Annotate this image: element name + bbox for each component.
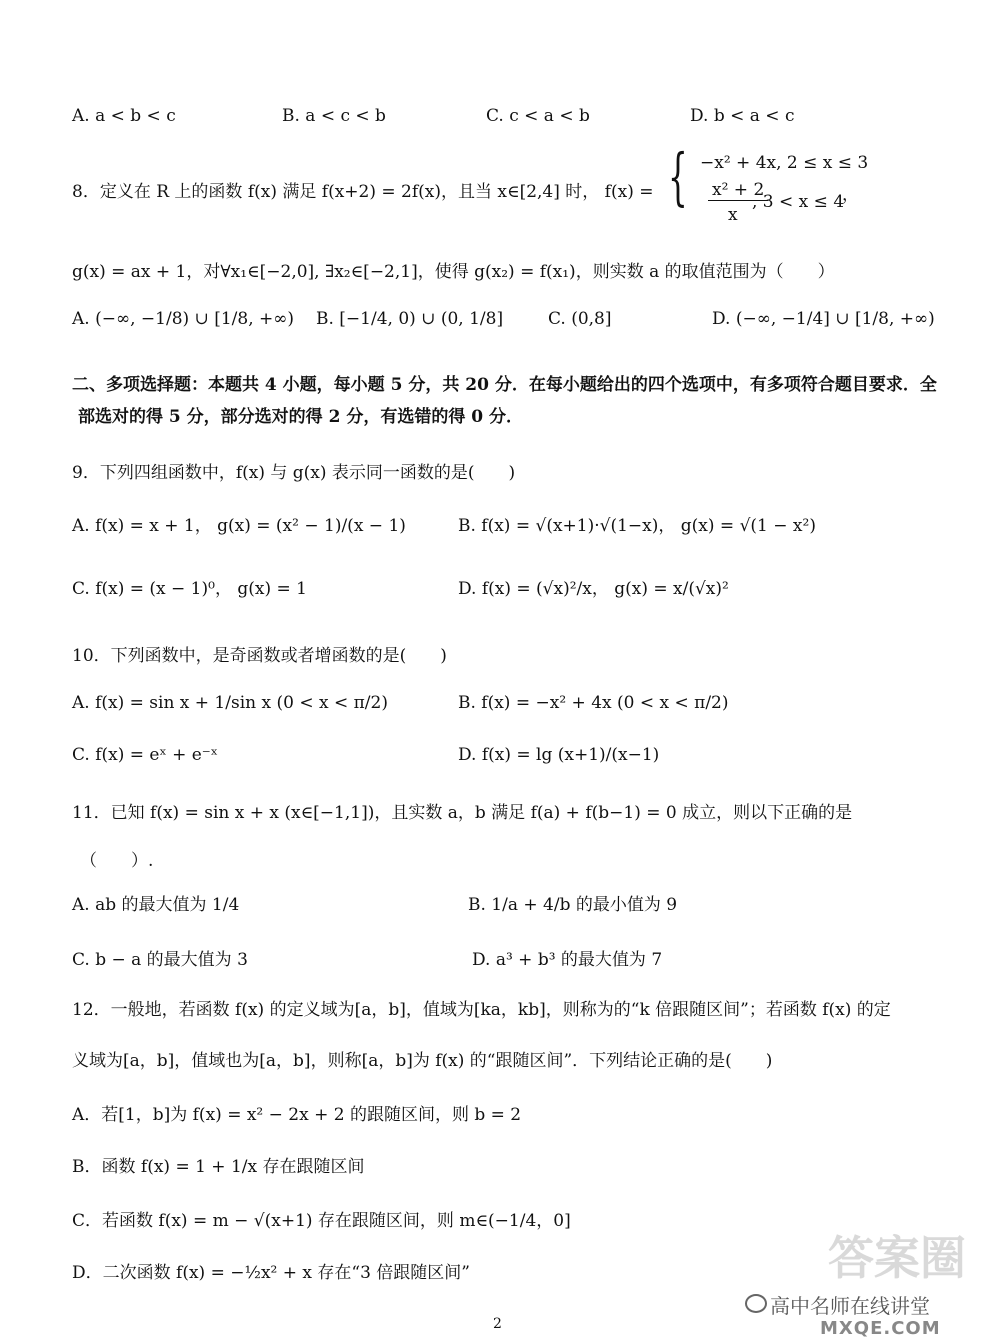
q12-option-d: D．二次函数 f(x) = −½x² + x 存在“3 倍跟随区间” [72, 1263, 470, 1283]
q8-comma: ， [842, 185, 859, 205]
q8-option-c: C. (0,8] [548, 309, 612, 329]
q12-line-1: 12．一般地，若函数 f(x) 的定义域为[a，b]，值域为[ka，kb]，则称为的“k 倍跟随区间”；若函数 f(x) 的定 [72, 1000, 891, 1020]
page-number: 2 [493, 1316, 502, 1332]
q8-piece-2-denominator: x [728, 205, 738, 225]
q8-option-d: D. (−∞, −1/4] ∪ [1/8, +∞) [712, 309, 935, 329]
q9-option-d: D. f(x) = (√x)²/x， g(x) = x/(√x)² [458, 579, 729, 599]
q10-option-c: C. f(x) = eˣ + e⁻ˣ [72, 745, 218, 765]
q8-piece-2-condition: , 3 < x ≤ 4 [752, 192, 845, 212]
q11-answer-paren: （ ）. [80, 851, 154, 871]
q7-option-c: C. c < a < b [486, 106, 590, 126]
q11-stem: 11．已知 f(x) = sin x + x (x∈[−1,1])，且实数 a，b 满足 f(a) + f(b−1) = 0 成立，则以下正确的是 [72, 803, 853, 823]
watermark-logo: 答案圈 [828, 1231, 966, 1285]
q11-option-c: C. b − a 的最大值为 3 [72, 950, 248, 970]
q12-option-a: A．若[1，b]为 f(x) = x² − 2x + 2 的跟随区间，则 b = 2 [72, 1105, 522, 1125]
watermark-account: 高中名师在线讲堂 [770, 1294, 930, 1318]
q7-option-a: A. a < b < c [72, 106, 176, 126]
q11-option-d: D. a³ + b³ 的最大值为 7 [472, 950, 663, 970]
section-2-header-line-2: 部选对的得 5 分，部分选对的得 2 分，有选错的得 0 分． [78, 407, 523, 427]
q9-stem: 9．下列四组函数中，f(x) 与 g(x) 表示同一函数的是( ) [72, 463, 516, 483]
q10-option-a: A. f(x) = sin x + 1/sin x (0 < x < π/2) [72, 693, 388, 713]
wechat-icon [745, 1294, 767, 1313]
q8-option-a: A. (−∞, −1/8) ∪ [1/8, +∞) [72, 309, 295, 329]
q9-option-a: A. f(x) = x + 1， g(x) = (x² − 1)/(x − 1) [72, 516, 406, 536]
q8-piece-2-numerator: x² + 2 [708, 180, 768, 201]
q8-option-b: B. [−1/4, 0) ∪ (0, 1/8] [316, 309, 504, 329]
q10-option-d: D. f(x) = lg (x+1)/(x−1) [458, 745, 660, 765]
q12-option-b: B．函数 f(x) = 1 + 1/x 存在跟随区间 [72, 1157, 365, 1177]
q7-option-d: D. b < a < c [690, 106, 795, 126]
section-2-header-line-1: 二、多项选择题：本题共 4 小题，每小题 5 分，共 20 分．在每小题给出的四个选项中，有多项符合题目要求．全 [72, 375, 937, 395]
q8-line-2: g(x) = ax + 1，对∀x₁∈[−2,0], ∃x₂∈[−2,1]，使得 g(x₂) = f(x₁)，则实数 a 的取值范围为（ ） [72, 262, 835, 282]
q12-line-2: 义域为[a，b]，值域也为[a，b]，则称[a，b]为 f(x) 的“跟随区间”．下列结论正确的是( ) [72, 1051, 773, 1071]
q12-option-c: C．若函数 f(x) = m − √(x+1) 存在跟随区间，则 m∈(−1/4，0] [72, 1211, 571, 1231]
q8-piece-1: −x² + 4x, 2 ≤ x ≤ 3 [700, 153, 869, 173]
q7-option-b: B. a < c < b [282, 106, 386, 126]
q9-option-c: C. f(x) = (x − 1)⁰， g(x) = 1 [72, 579, 307, 599]
q10-stem: 10．下列函数中，是奇函数或者增函数的是( ) [72, 646, 447, 666]
q8-stem: 8．定义在 R 上的函数 f(x) 满足 f(x+2) = 2f(x)，且当 x∈[2,4] 时， f(x) = [72, 182, 654, 202]
q10-option-b: B. f(x) = −x² + 4x (0 < x < π/2) [458, 693, 729, 713]
piecewise-brace: { [668, 140, 688, 213]
q11-option-a: A. ab 的最大值为 1/4 [72, 895, 240, 915]
watermark-site: MXQE.COM [820, 1318, 941, 1339]
q9-option-b: B. f(x) = √(x+1)·√(1−x)， g(x) = √(1 − x²) [458, 516, 816, 536]
q11-option-b: B. 1/a + 4/b 的最小值为 9 [468, 895, 678, 915]
